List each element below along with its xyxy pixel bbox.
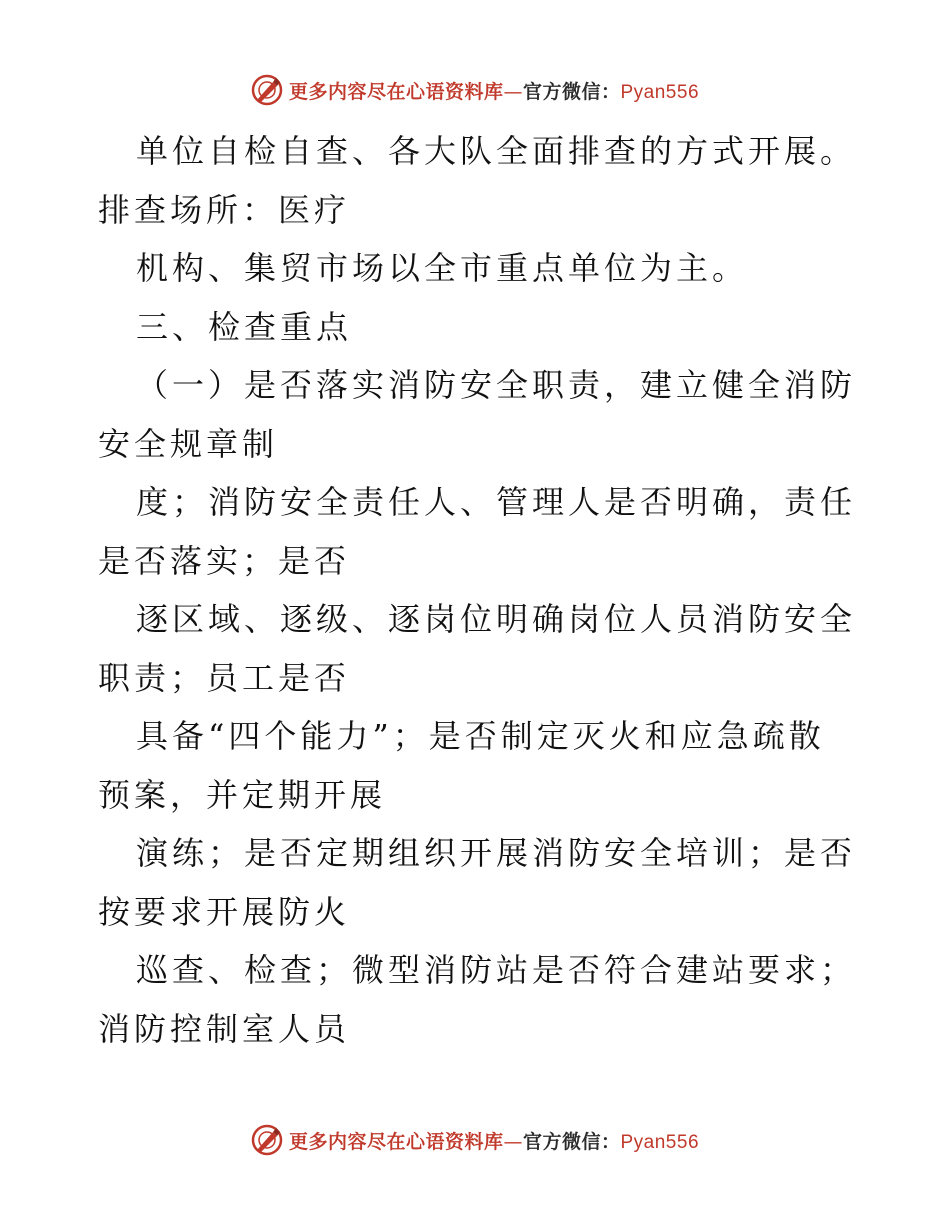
watermark-site: 更多内容尽在心语资料库	[288, 80, 504, 103]
footer-watermark	[0, 1122, 950, 1158]
paragraph: 单位自检自查、各大队全面排查的方式开展。排查场所：医疗	[98, 132, 857, 229]
section-heading: 三、检查重点	[136, 307, 353, 346]
watermark-site: 更多内容尽在心语资料库	[288, 1130, 504, 1153]
paragraph: 机构、集贸市场以全市重点单位为主。	[136, 249, 749, 287]
paragraph: 演练；是否定期组织开展消防安全培训；是否按要求开展防火	[98, 834, 857, 931]
paragraph: 逐区域、逐级、逐岗位明确岗位人员消防安全职责；员工是否	[98, 600, 857, 697]
watermark-text	[289, 77, 699, 104]
watermark-id: Pyan556	[620, 1131, 700, 1153]
watermark-label: 官方微信：	[522, 1130, 621, 1153]
paragraph: 具备“四个能力”；是否制定灭火和应急疏散预案，并定期开展	[98, 717, 825, 814]
pen-logo-icon	[251, 74, 283, 106]
paragraph: 巡查、检查；微型消防站是否符合建站要求；消防控制室人员	[98, 951, 857, 1048]
paragraph: 度；消防安全责任人、管理人是否明确，责任是否落实；是否	[98, 483, 857, 580]
watermark-text	[289, 1127, 699, 1154]
watermark-dash: —	[503, 1130, 523, 1153]
watermark-label: 官方微信：	[522, 80, 621, 103]
header-watermark	[0, 72, 950, 108]
document-body	[98, 122, 858, 1058]
paragraph: （一）是否落实消防安全职责，建立健全消防安全规章制	[98, 366, 857, 463]
watermark-id: Pyan556	[620, 81, 700, 103]
watermark-dash: —	[503, 80, 523, 103]
pen-logo-icon	[251, 1124, 283, 1156]
